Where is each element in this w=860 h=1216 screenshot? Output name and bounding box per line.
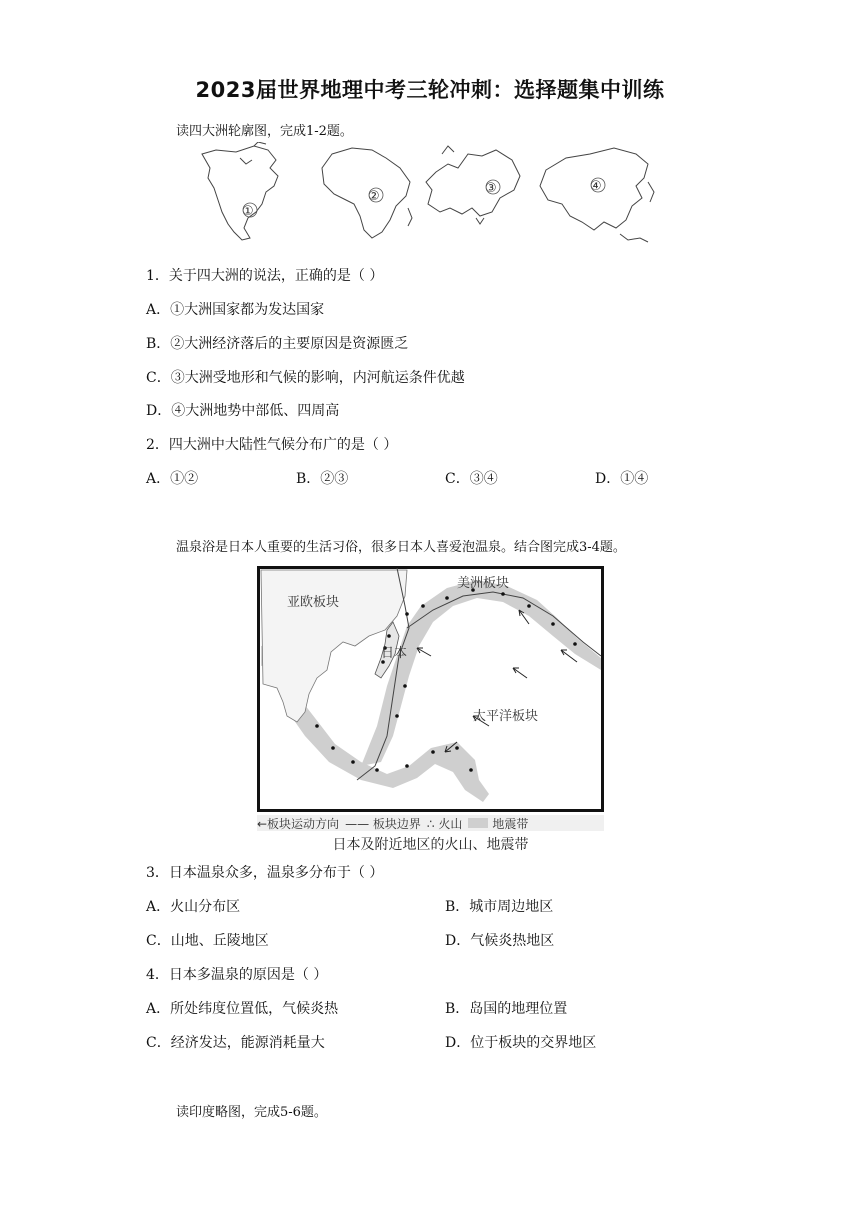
question-4-stem: 4．日本多温泉的原因是（ ） [146,967,328,983]
question-4-option-d[interactable]: D．位于板块的交界地区 [445,1035,597,1051]
legend-seismic-belt [468,815,528,832]
question-2-option-a[interactable]: A．①② [146,471,199,487]
question-4-option-c[interactable]: C．经济发达，能源消耗量大 [146,1035,325,1051]
map-label-american-plate: 美洲板块 [457,576,510,591]
map-legend [257,815,604,831]
continent-label-3: ③ [485,181,497,196]
legend-volcano: ∴ 火山 [426,816,463,831]
question-3-option-b[interactable]: B．城市周边地区 [445,899,554,915]
africa-outline [322,148,412,238]
page-title: 2023届世界地理中考三轮冲刺：选择题集中训练 [195,78,665,102]
seismic-belt-swatch [468,818,488,828]
japan-plate-map [257,566,604,812]
question-4-option-a[interactable]: A．所处纬度位置低，气候炎热 [146,1001,339,1017]
question-1-option-b[interactable]: B．②大洲经济落后的主要原因是资源匮乏 [146,336,409,352]
question-3-option-a[interactable]: A．火山分布区 [146,899,241,915]
intro-q3-4: 温泉浴是日本人重要的生活习俗，很多日本人喜爱泡温泉。结合图完成3-4题。 [176,540,626,555]
continent-label-4: ④ [590,179,602,194]
continent-outlines [196,142,662,252]
europe-outline [426,146,520,224]
question-2-option-d[interactable]: D．①④ [595,471,649,487]
question-1-option-a[interactable]: A．①大洲国家都为发达国家 [146,302,325,318]
legend-plate-motion: ←板块运动方向 [257,816,340,831]
north-america-outline [202,142,278,240]
question-1-stem: 1．关于四大洲的说法，正确的是（ ） [146,268,384,284]
map-label-japan: 日本 [381,646,408,661]
question-2-option-b[interactable]: B．②③ [296,471,349,487]
continent-label-1: ① [242,204,254,219]
legend-plate-boundary: —— 板块边界 [345,816,421,831]
legend-seismic-belt-label: 地震带 [492,816,529,831]
question-1-option-d[interactable]: D．④大洲地势中部低、四周高 [146,403,340,419]
question-4-option-b[interactable]: B．岛国的地理位置 [445,1001,568,1017]
question-3-option-d[interactable]: D．气候炎热地区 [445,933,555,949]
continent-label-2: ② [368,189,380,204]
question-1-option-c[interactable]: C．③大洲受地形和气候的影响，内河航运条件优越 [146,370,465,386]
question-3-stem: 3．日本温泉众多，温泉多分布于（ ） [146,865,384,881]
intro-q1-2: 读四大洲轮廓图，完成1-2题。 [176,124,353,139]
question-2-option-c[interactable]: C．③④ [445,471,498,487]
asia-outline [540,148,654,242]
map-label-eurasian-plate: 亚欧板块 [287,595,340,610]
map-caption: 日本及附近地区的火山、地震带 [332,837,529,853]
question-2-stem: 2．四大洲中大陆性气候分布广的是（ ） [146,437,398,453]
question-3-option-c[interactable]: C．山地、丘陵地区 [146,933,269,949]
map-label-pacific-plate: 太平洋板块 [473,709,539,724]
intro-q5-6: 读印度略图，完成5-6题。 [176,1105,327,1120]
